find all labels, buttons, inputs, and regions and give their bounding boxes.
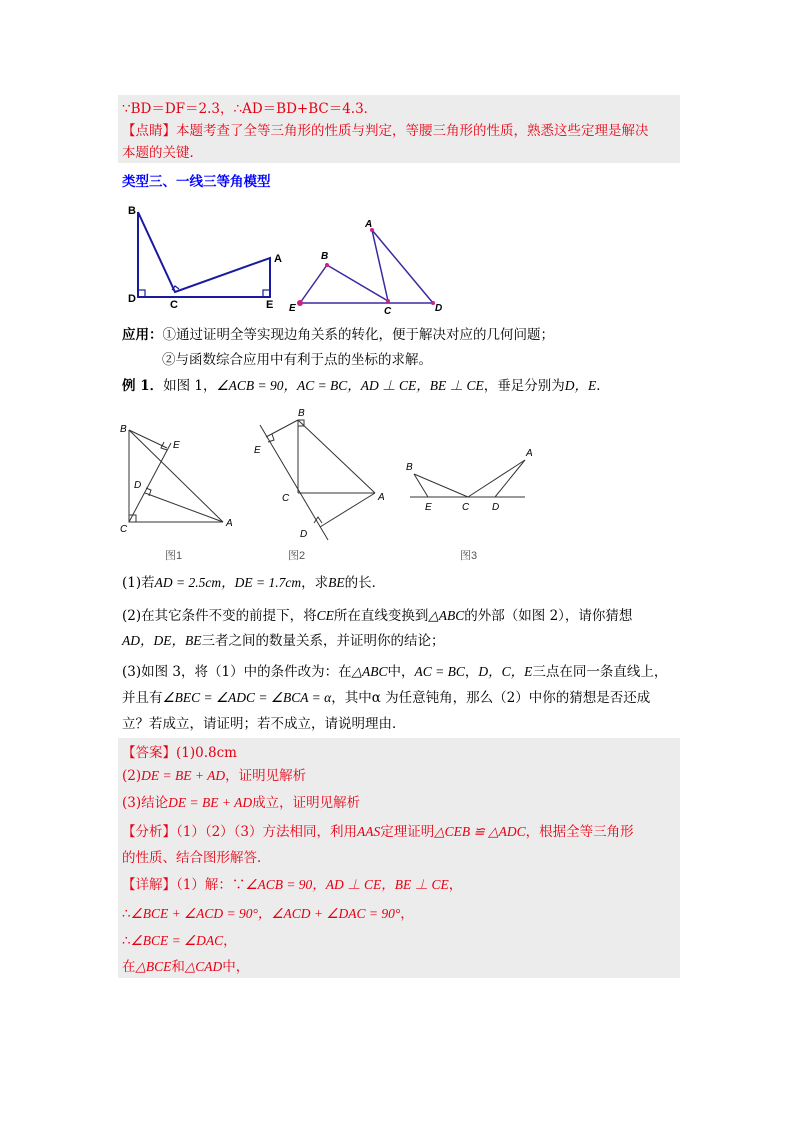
fig1-label-e: E (173, 440, 180, 451)
section-title: 类型三、一线三等角模型 (122, 174, 271, 190)
model2-label-b: B (321, 251, 329, 262)
fig3-label-e: E (425, 502, 432, 513)
fig3-label-b: B (406, 462, 413, 473)
comment-text-1: 本题考查了全等三角形的性质与判定，等腰三角形的性质，熟悉这些定理是解决 (176, 123, 649, 139)
analysis-line-1: 【分析】（1）（2）（3）方法相同，利用AAS定理证明△CEB ≌ △ADC，根据全等三角形 (122, 824, 634, 840)
fig2-label-e: E (254, 445, 261, 456)
fig3-label-c: C (462, 502, 470, 513)
example-label: 例 1． (122, 378, 164, 394)
fig1-label-c: C (120, 524, 128, 535)
application-line-1 (122, 325, 554, 345)
question-3-line-3: 立？若成立，请证明；若不成立，请说明理由． (122, 716, 406, 732)
fig1-caption: 图1 (165, 550, 183, 562)
application-line-2: ②与函数综合应用中有利于点的坐标的求解。 (162, 352, 432, 368)
model1-label-d: D (128, 293, 136, 305)
model1-label-e: E (266, 299, 274, 311)
question-2-line-2: AD，DE，BE三者之间的数量关系，并证明你的结论； (122, 633, 445, 649)
fig3-caption: 图3 (460, 550, 478, 562)
comment-line-2: 本题的关键． (122, 145, 203, 161)
fig1-label-a: A (226, 518, 233, 529)
fig3-label-d: D (492, 502, 500, 513)
answer-line-3: (3)结论DE = BE + AD成立，证明见解析 (122, 795, 361, 811)
top-line-1: ∵BD＝DF＝2.3，∴AD＝BD+BC＝4.3． (122, 101, 378, 117)
fig2-label-b: B (298, 408, 305, 419)
model1-label-b: B (128, 205, 136, 217)
figure-3 (400, 440, 540, 570)
example-math-1: ∠ACB = 90，AC = BC，AD ⊥ CE，BE ⊥ CE (216, 378, 484, 393)
example-math-2: D，E (564, 378, 597, 393)
question-1: (1)若AD = 2.5cm，DE = 1.7cm，求BE的长． (122, 575, 386, 591)
model1-label-a: A (274, 253, 282, 265)
model2-label-e: E (289, 303, 296, 314)
detail-line-2: ∴∠BCE + ∠ACD = 90°，∠ACD + ∠DAC = 90°， (122, 906, 414, 922)
example-stem-a: 如图 1， (163, 378, 217, 394)
detail-line-1: 【详解】（1）解：∵∠ACB = 90，AD ⊥ CE，BE ⊥ CE， (122, 877, 463, 893)
model-figure-2 (285, 215, 445, 315)
example-stem-b: ，垂足分别为 (483, 378, 565, 394)
model2-label-d: D (435, 303, 443, 314)
detail-line-3: ∴∠BCE = ∠DAC， (122, 933, 237, 949)
model2-label-c: C (384, 306, 392, 317)
analysis-line-2: 的性质、结合图形解答． (122, 850, 271, 866)
figure-1 (115, 418, 245, 568)
example-stem-c: ． (596, 378, 610, 394)
fig1-label-b: B (120, 424, 127, 435)
fig2-label-a: A (378, 492, 385, 503)
fig1-label-d: D (134, 480, 142, 491)
question-3-line-2: 并且有∠BEC = ∠ADC = ∠BCA = α，其中α 为任意钝角，那么（2）中你的猜想是否还成 (122, 690, 651, 706)
fig2-label-d: D (300, 529, 308, 540)
fig3-label-a: A (526, 448, 533, 459)
example-stem (122, 376, 610, 396)
figure-2 (250, 405, 400, 570)
comment-line-1 (122, 121, 649, 141)
question-3-line-1: (3)如图 3，将（1）中的条件改为：在△ABC中，AC = BC，D，C，E三点在同一条直线上， (122, 664, 668, 680)
comment-tag: 【点睛】 (122, 123, 176, 139)
answer-line-1: 【答案】(1)0.8cm (122, 745, 237, 761)
model1-label-c: C (170, 299, 178, 311)
application-label: 应用： (122, 327, 163, 343)
detail-line-4: 在△BCE和△CAD中， (122, 959, 250, 975)
model2-label-a: A (365, 219, 373, 230)
application-item-1: ①通过证明全等实现边角关系的转化，便于解决对应的几何问题； (162, 327, 554, 343)
answer-line-2: (2)DE = BE + AD，证明见解析 (122, 768, 307, 784)
fig2-caption: 图2 (288, 550, 306, 562)
question-2-line-1: (2)在其它条件不变的前提下，将CE所在直线变换到△ABC的外部（如图 2），请你猜想 (122, 608, 633, 624)
fig2-label-c: C (282, 493, 290, 504)
model-figure-1 (120, 200, 280, 310)
